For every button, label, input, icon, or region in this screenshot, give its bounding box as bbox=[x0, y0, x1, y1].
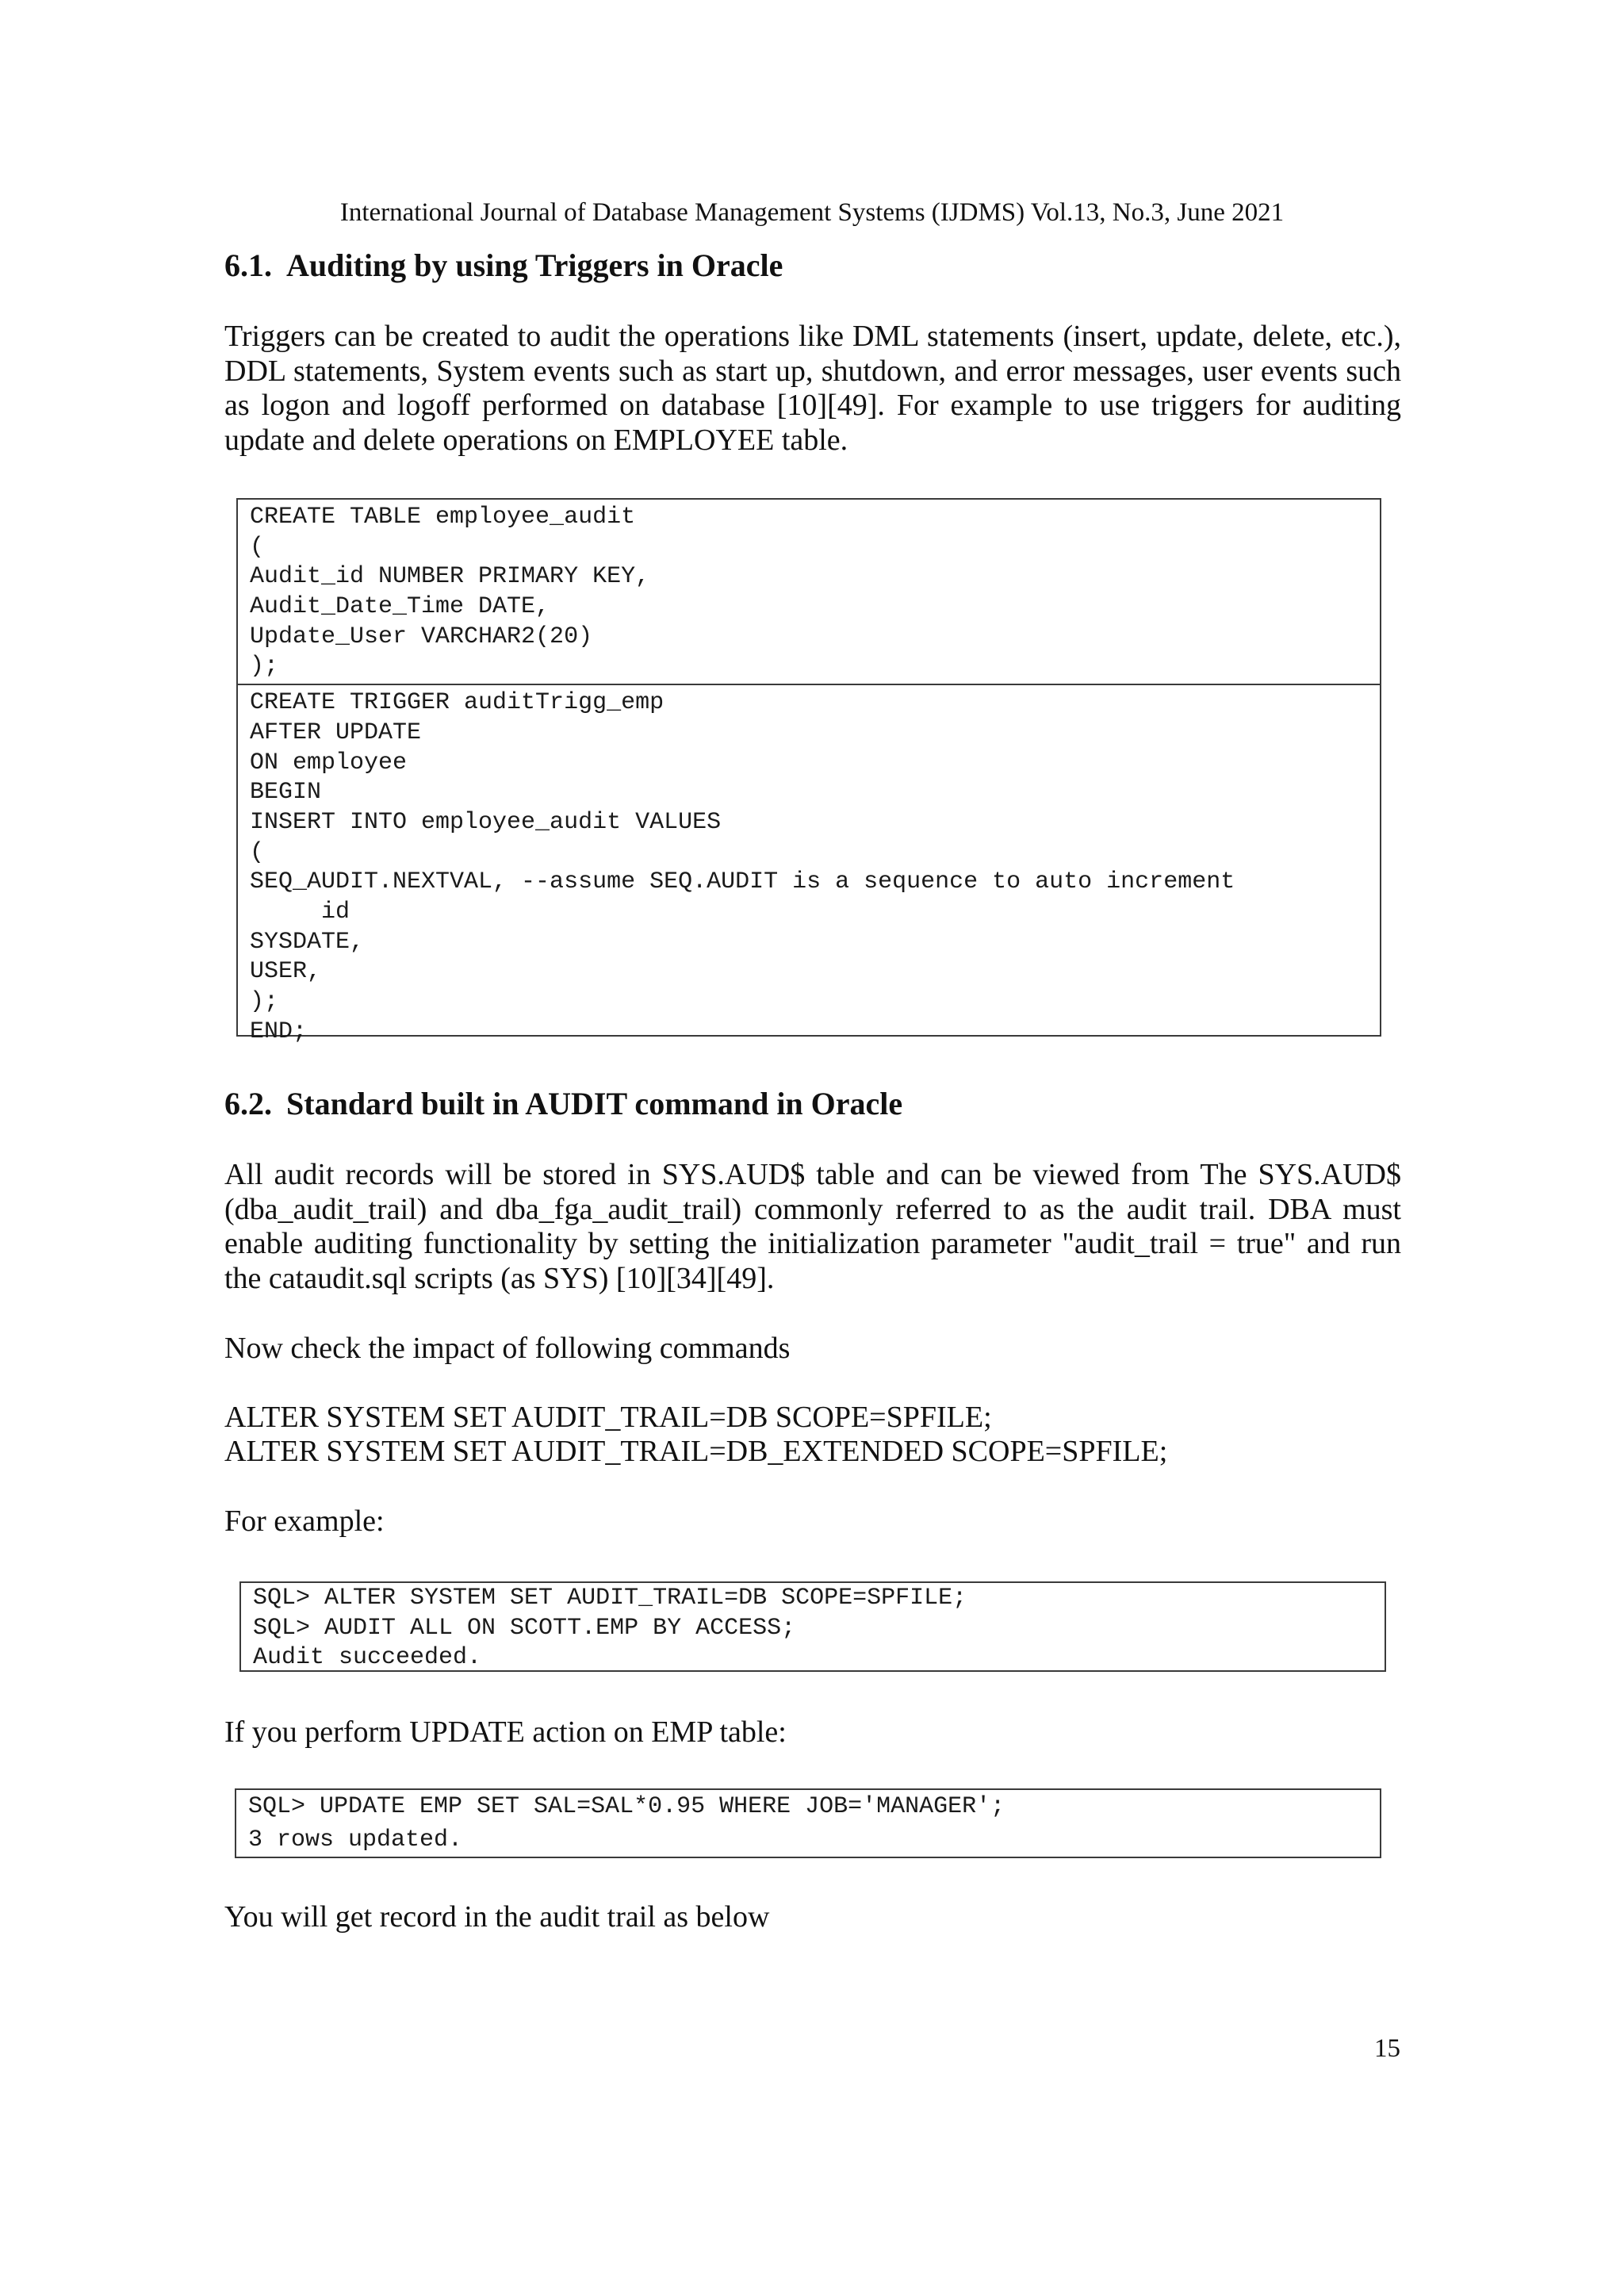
paragraph-audit-records: All audit records will be stored in SYS.AUD$ table and can be viewed from The SYS.AUD$ (dba_audit_trail) and dba_fga_audit_trail) commonly referred to as the audit trail. DBA must enable auditing functionality by setting the initialization parameter "audit_trail = true" and run the cataudit.sql scripts (as SYS) [10][34][49]. bbox=[224, 1158, 1401, 1295]
code-create-trigger bbox=[238, 684, 1380, 1048]
code-line: ); bbox=[250, 988, 279, 1015]
section-heading-6-1 bbox=[224, 247, 783, 285]
code-line: id bbox=[250, 898, 350, 926]
command-line: ALTER SYSTEM SET AUDIT_TRAIL=DB_EXTENDED SCOPE=SPFILE; bbox=[224, 1435, 1168, 1468]
code-line: SQL> UPDATE EMP SET SAL=SAL*0.95 WHERE JOB='MANAGER'; bbox=[248, 1793, 1005, 1820]
code-line: ( bbox=[250, 838, 265, 866]
section-title: Standard built in AUDIT command in Oracle bbox=[286, 1086, 903, 1121]
code-line: AFTER UPDATE bbox=[250, 719, 422, 746]
code-create-table bbox=[238, 500, 1380, 684]
section-heading-6-2 bbox=[224, 1085, 902, 1123]
journal-header: International Journal of Database Management Systems (IJDMS) Vol.13, No.3, June 2021 bbox=[339, 198, 1285, 227]
code-line: END; bbox=[250, 1018, 308, 1045]
code-block-update bbox=[235, 1788, 1381, 1858]
code-block-trigger bbox=[236, 498, 1381, 1045]
page-number: 15 bbox=[1374, 2034, 1400, 2063]
code-line: ON employee bbox=[250, 749, 408, 776]
code-line: SYSDATE, bbox=[250, 928, 365, 956]
code-line: BEGIN bbox=[250, 779, 322, 807]
code-line: Update_User VARCHAR2(20) bbox=[250, 623, 593, 650]
section-title: Auditing by using Triggers in Oracle bbox=[286, 247, 783, 283]
update-action-text: If you perform UPDATE action on EMP table: bbox=[224, 1715, 787, 1749]
code-line: 3 rows updated. bbox=[248, 1826, 463, 1853]
code-line: Audit_Date_Time DATE, bbox=[250, 593, 550, 621]
command-line: ALTER SYSTEM SET AUDIT_TRAIL=DB SCOPE=SPFILE; bbox=[224, 1401, 992, 1434]
code-update-section bbox=[236, 1790, 1380, 1857]
code-line: Audit succeeded. bbox=[253, 1644, 482, 1672]
code-line: CREATE TABLE employee_audit bbox=[250, 504, 636, 531]
example-label: For example: bbox=[224, 1504, 385, 1538]
code-line: USER, bbox=[250, 958, 322, 986]
code-line: CREATE TRIGGER auditTrigg_emp bbox=[250, 689, 665, 717]
code-line: SQL> ALTER SYSTEM SET AUDIT_TRAIL=DB SCOPE=SPFILE; bbox=[253, 1585, 967, 1612]
code-line: INSERT INTO employee_audit VALUES bbox=[250, 808, 722, 836]
code-block-audit-example bbox=[239, 1581, 1386, 1672]
code-line: SQL> AUDIT ALL ON SCOTT.EMP BY ACCESS; bbox=[253, 1614, 796, 1642]
code-line: ); bbox=[250, 653, 279, 680]
code-line: SEQ_AUDIT.NEXTVAL, --assume SEQ.AUDIT is a sequence to auto increment bbox=[250, 868, 1235, 896]
section-number: 6.2. bbox=[224, 1086, 272, 1121]
paragraph-triggers: Triggers can be created to audit the operations like DML statements (insert, update, delete, etc.), DDL statements, System events such as start up, shutdown, and error messages, user events such as logon and logoff performed on database [10][49]. For example to use triggers for auditing update and delete operations on EMPLOYEE table. bbox=[224, 320, 1401, 457]
audit-trail-text: You will get record in the audit trail as below bbox=[224, 1900, 770, 1934]
check-impact-text: Now check the impact of following commands bbox=[224, 1332, 791, 1365]
section-number: 6.1. bbox=[224, 247, 272, 283]
code-line: ( bbox=[250, 533, 265, 561]
code-example-section bbox=[241, 1583, 1385, 1675]
code-line: Audit_id NUMBER PRIMARY KEY, bbox=[250, 563, 650, 591]
